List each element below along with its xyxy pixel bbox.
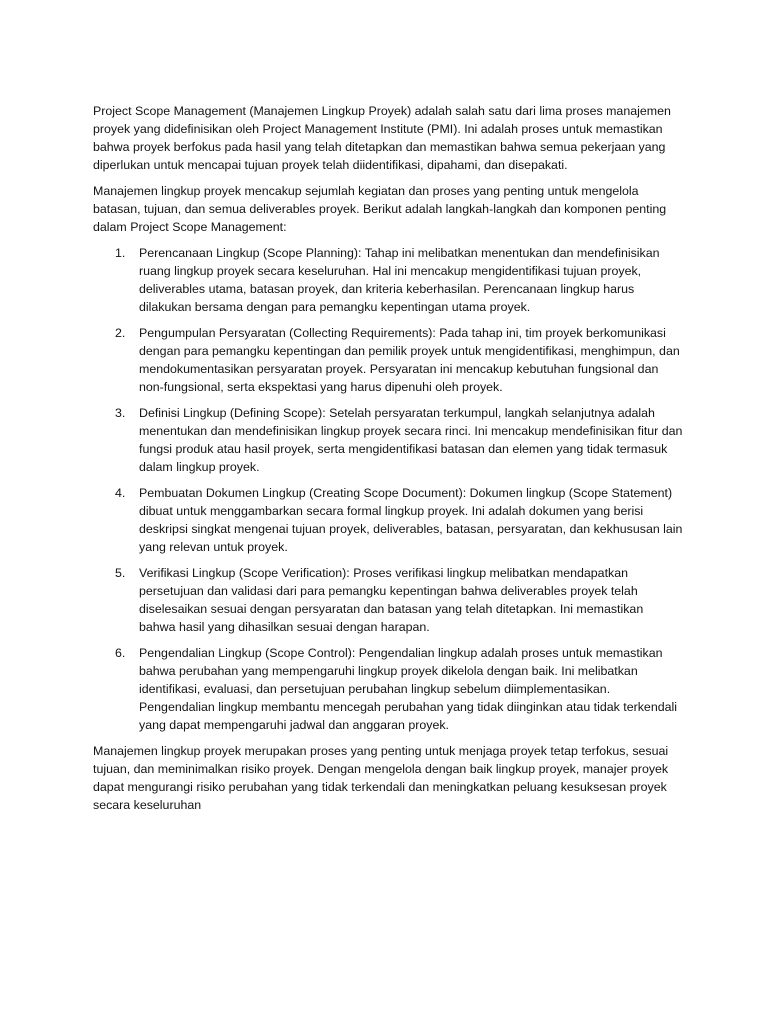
list-item-text: Verifikasi Lingkup (Scope Verification): Proses verifikasi lingkup melibatkan mendapatkan persetujuan dan validasi dari para pemangku kepentingan bahwa deliverables proyek telah diselesaikan sesuai dengan persyaratan dan batasan yang telah ditetapkan. Ini memastikan bahwa hasil yang dihasilkan sesuai dengan harapan. (139, 566, 644, 634)
list-item-text: Pembuatan Dokumen Lingkup (Creating Scope Document): Dokumen lingkup (Scope Statement) dibuat untuk menggambarkan secara formal lingkup proyek. Ini adalah dokumen yang berisi deskripsi singkat mengenai tujuan proyek, deliverables, batasan, persyaratan, dan kekhususan lain yang relevan untuk proyek. (139, 486, 683, 554)
list-item-text: Pengumpulan Persyaratan (Collecting Requirements): Pada tahap ini, tim proyek berkomunikasi dengan para pemangku kepentingan dan pemilik proyek untuk mengidentifikasi, menghimpun, dan mendokumentasikan persyaratan proyek. Persyaratan ini mencakup kebutuhan fungsional dan non-fungsional, serta ekspektasi yang harus dipenuhi oleh proyek. (139, 326, 680, 394)
list-item-text: Definisi Lingkup (Defining Scope): Setelah persyaratan terkumpul, langkah selanjutnya adalah menentukan dan mendefinisikan lingkup proyek secara rinci. Ini mencakup mendefinisikan fitur dan fungsi produk atau hasil proyek, serta mengidentifikasi batasan dan elemen yang tidak termasuk dalam lingkup proyek. (139, 406, 683, 474)
list-item-number: 3. (115, 406, 126, 420)
list-item-number: 6. (115, 646, 126, 660)
list-item (93, 244, 683, 316)
intro-paragraph: Project Scope Management (Manajemen Lingkup Proyek) adalah salah satu dari lima proses manajemen proyek yang didefinisikan oleh Project Management Institute (PMI). Ini adalah proses untuk memastikan bahwa proyek berfokus pada hasil yang telah ditetapkan dan memastikan bahwa semua pekerjaan yang diperlukan untuk mencapai tujuan proyek telah diidentifikasi, dipahami, dan disepakati. (93, 104, 671, 172)
list-item (93, 324, 683, 396)
conclusion-paragraph: Manajemen lingkup proyek merupakan proses yang penting untuk menjaga proyek tetap terfokus, sesuai tujuan, dan meminimalkan risiko proyek. Dengan mengelola dengan baik lingkup proyek, manajer proyek dapat mengurangi risiko perubahan yang tidak terkendali dan meningkatkan peluang kesuksesan proyek secara keseluruhan (93, 744, 669, 812)
list-item-number: 1. (115, 246, 126, 260)
steps-list (93, 244, 683, 734)
list-item (93, 564, 683, 636)
document-body (93, 102, 683, 822)
list-item-number: 2. (115, 326, 126, 340)
list-item-text: Perencanaan Lingkup (Scope Planning): Tahap ini melibatkan menentukan dan mendefinisikan ruang lingkup proyek secara keseluruhan. Hal ini mencakup mengidentifikasi tujuan proyek, deliverables utama, batasan proyek, dan kriteria keberhasilan. Perencanaan lingkup harus dilakukan bersama dengan para pemangku kepentingan utama proyek. (139, 246, 660, 314)
list-item-number: 4. (115, 486, 126, 500)
list-item (93, 644, 683, 734)
lead-paragraph: Manajemen lingkup proyek mencakup sejumlah kegiatan dan proses yang penting untuk mengelola batasan, tujuan, dan semua deliverables proyek. Berikut adalah langkah-langkah dan komponen penting dalam Project Scope Management: (93, 184, 667, 234)
list-item (93, 484, 683, 556)
list-item-text: Pengendalian Lingkup (Scope Control): Pengendalian lingkup adalah proses untuk memastikan bahwa perubahan yang mempengaruhi lingkup proyek dikelola dengan baik. Ini melibatkan identifikasi, evaluasi, dan persetujuan perubahan lingkup sebelum diimplementasikan. Pengendalian lingkup membantu mencegah perubahan yang tidak diinginkan atau tidak terkendali yang dapat mempengaruhi jadwal dan anggaran proyek. (139, 646, 677, 732)
list-item (93, 404, 683, 476)
list-item-number: 5. (115, 566, 126, 580)
